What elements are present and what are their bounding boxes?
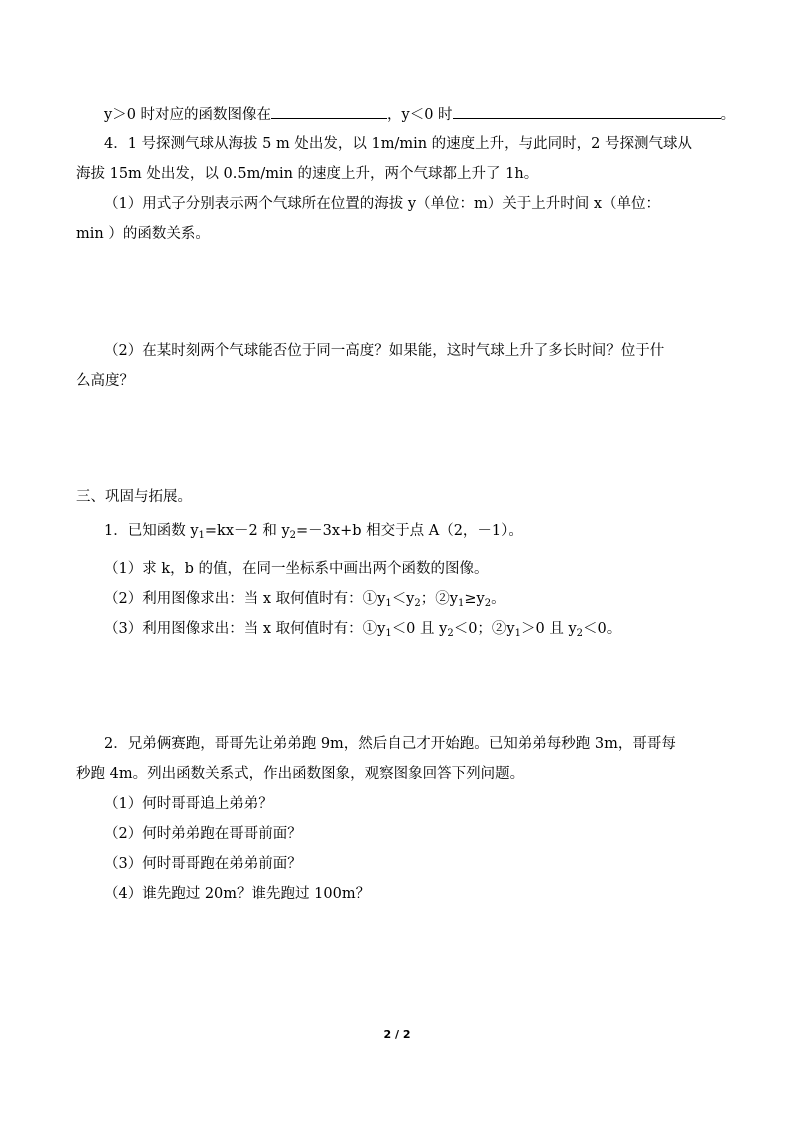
- q3-text-b: ，y＜0 时: [387, 107, 453, 123]
- q4-sub1-line-2: min ）的函数关系。: [76, 226, 210, 242]
- q4-line-2: 海拔 15m 处出发，以 0.5m/min 的速度上升，两个气球都上升了 1h。: [76, 166, 539, 182]
- problem1-intro-a: 1．已知函数 y: [104, 523, 199, 539]
- problem1-intro: [104, 521, 523, 541]
- section-heading: 三、巩固与拓展。: [76, 489, 192, 505]
- text: ＜y: [391, 591, 415, 607]
- subscript: 1: [385, 598, 392, 609]
- subscript: 2: [414, 598, 421, 609]
- text: ＜0。: [583, 621, 622, 637]
- text: ＜0；②y: [453, 621, 515, 637]
- q4-sub2-line-2: 么高度？: [76, 373, 134, 389]
- problem1-intro-c: =－3x+b 相交于点 A（2，－1）。: [296, 523, 523, 539]
- text: （3）利用图像求出：当 x 取何值时有：①y: [104, 621, 386, 637]
- q4-sub2-line-1: （2）在某时刻两个气球能否位于同一高度？如果能，这时气球上升了多长时间？位于什: [104, 343, 665, 359]
- subscript: 1: [385, 628, 392, 639]
- problem1-sub2: [104, 589, 506, 609]
- subscript: 2: [576, 628, 584, 639]
- subscript: 2: [484, 598, 492, 609]
- problem2-q1: （1）何时哥哥追上弟弟？: [104, 796, 273, 812]
- text: ；②y: [420, 591, 458, 607]
- page-number: 2 / 2: [383, 1028, 411, 1041]
- subscript: 2: [447, 628, 454, 639]
- text: ≥y: [464, 591, 485, 607]
- problem2-line-2: 秒跑 4m。列出函数关系式，作出函数图象，观察图象回答下列问题。: [76, 766, 525, 782]
- q3-text-a: y＞0 时对应的函数图像在: [104, 107, 272, 123]
- problem2-q4: （4）谁先跑过 20m？谁先跑过 100m？: [104, 886, 371, 902]
- subscript: 2: [289, 530, 297, 541]
- problem1-sub3: [104, 619, 621, 639]
- q3-answer-line: [104, 104, 735, 125]
- subscript: 1: [514, 628, 521, 639]
- q4-sub1-line-1: （1）用式子分别表示两个气球所在位置的海拔 y（单位：m）关于上升时间 x（单位：: [104, 196, 661, 212]
- subscript: 1: [457, 598, 465, 609]
- problem1-intro-b: =kx－2 和 y: [204, 523, 290, 539]
- problem2-q3: （3）何时哥哥跑在弟弟前面？: [104, 856, 302, 872]
- text: ＞0 且 y: [521, 621, 577, 637]
- text: ＜0 且 y: [391, 621, 448, 637]
- subscript: 1: [198, 530, 205, 541]
- text: （2）利用图像求出：当 x 取何值时有：①y: [104, 591, 386, 607]
- q4-line-1: 4．1 号探测气球从海拔 5 m 处出发，以 1m/min 的速度上升，与此同时，2 号探测气球从: [104, 136, 692, 152]
- problem2-q2: （2）何时弟弟跑在哥哥前面？: [104, 826, 302, 842]
- answer-blank-2[interactable]: [453, 104, 721, 119]
- answer-blank-1[interactable]: [271, 104, 387, 119]
- text: 。: [491, 591, 506, 607]
- problem1-sub1: （1）求 k，b 的值，在同一坐标系中画出两个函数的图像。: [104, 561, 489, 577]
- problem2-line-1: 2．兄弟俩赛跑，哥哥先让弟弟跑 9m，然后自己才开始跑。已知弟弟每秒跑 3m，哥哥每: [104, 736, 676, 752]
- q3-text-c: 。: [720, 107, 736, 123]
